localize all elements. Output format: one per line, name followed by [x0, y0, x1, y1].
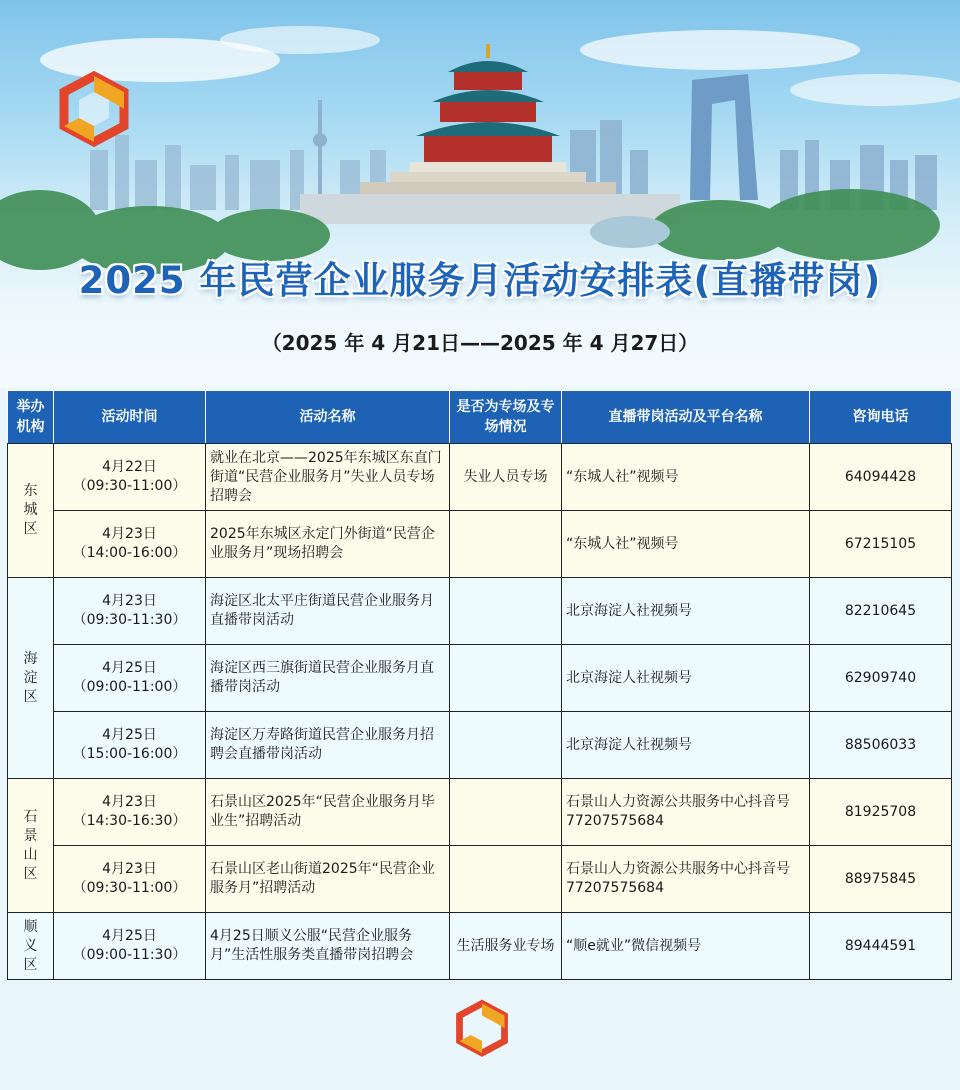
page-title: 2025 年民营企业服务月活动安排表(直播带岗): [78, 259, 882, 302]
activity-name-cell: 海淀区西三旗街道民营企业服务月直播带岗活动: [206, 645, 450, 712]
special-cell: 失业人员专场: [450, 444, 562, 511]
special-cell: [450, 846, 562, 913]
table-row: [8, 578, 952, 645]
activity-name-cell: 石景山区2025年“民营企业服务月毕业生”招聘活动: [206, 779, 450, 846]
time-cell: 4月22日 （09:30-11:00）: [54, 444, 206, 511]
time-cell: 4月25日 （15:00-16:00）: [54, 712, 206, 779]
phone-cell: 67215105: [810, 511, 952, 578]
activity-name-cell: 就业在北京——2025年东城区东直门街道“民营企业服务月”失业人员专场招聘会: [206, 444, 450, 511]
table-row: [8, 511, 952, 578]
date-range: （2025 年 4 月21日——2025 年 4 月27日）: [261, 331, 699, 355]
platform-cell: 北京海淀人社视频号: [562, 578, 810, 645]
time-cell: 4月23日 （09:30-11:30）: [54, 578, 206, 645]
column-header: 咨询电话: [810, 391, 952, 444]
table-row: [8, 444, 952, 511]
column-header: 活动时间: [54, 391, 206, 444]
platform-cell: “东城人社”视频号: [562, 511, 810, 578]
column-header: 直播带岗活动及平台名称: [562, 391, 810, 444]
column-header: 是否为专场及专场情况: [450, 391, 562, 444]
phone-cell: 89444591: [810, 913, 952, 980]
activity-name-cell: 4月25日顺义公服“民营企业服务月”生活性服务类直播带岗招聘会: [206, 913, 450, 980]
table-row: [8, 779, 952, 846]
special-cell: 生活服务业专场: [450, 913, 562, 980]
column-header: 举办机构: [8, 391, 54, 444]
platform-cell: 石景山人力资源公共服务中心抖音号77207575684: [562, 846, 810, 913]
hexagon-logo-icon: [446, 993, 518, 1065]
platform-cell: 北京海淀人社视频号: [562, 645, 810, 712]
activity-name-cell: 石景山区老山街道2025年“民营企业服务月”招聘活动: [206, 846, 450, 913]
platform-cell: 北京海淀人社视频号: [562, 712, 810, 779]
special-cell: [450, 645, 562, 712]
phone-cell: 64094428: [810, 444, 952, 511]
phone-cell: 81925708: [810, 779, 952, 846]
org-cell: 顺 义 区: [8, 913, 54, 980]
column-header: 活动名称: [206, 391, 450, 444]
org-cell: 海 淀 区: [8, 578, 54, 779]
org-cell: 东 城 区: [8, 444, 54, 578]
special-cell: [450, 578, 562, 645]
table-row: [8, 913, 952, 980]
time-cell: 4月23日 （09:30-11:00）: [54, 846, 206, 913]
platform-cell: “顺e就业”微信视频号: [562, 913, 810, 980]
phone-cell: 88975845: [810, 846, 952, 913]
table-header-row: [8, 391, 952, 444]
table-row: [8, 712, 952, 779]
phone-cell: 62909740: [810, 645, 952, 712]
hexagon-logo-icon: [46, 62, 142, 158]
phone-cell: 88506033: [810, 712, 952, 779]
time-cell: 4月25日 （09:00-11:00）: [54, 645, 206, 712]
special-cell: [450, 511, 562, 578]
org-cell: 石 景 山 区: [8, 779, 54, 913]
platform-cell: 石景山人力资源公共服务中心抖音号77207575684: [562, 779, 810, 846]
activity-name-cell: 2025年东城区永定门外街道“民营企业服务月”现场招聘会: [206, 511, 450, 578]
activity-name-cell: 海淀区北太平庄街道民营企业服务月直播带岗活动: [206, 578, 450, 645]
time-cell: 4月23日 （14:30-16:30）: [54, 779, 206, 846]
special-cell: [450, 712, 562, 779]
header-banner: [0, 0, 960, 388]
platform-cell: “东城人社”视频号: [562, 444, 810, 511]
table-row: [8, 645, 952, 712]
schedule-table: [7, 390, 952, 980]
time-cell: 4月23日 （14:00-16:00）: [54, 511, 206, 578]
activity-name-cell: 海淀区万寿路街道民营企业服务月招聘会直播带岗活动: [206, 712, 450, 779]
phone-cell: 82210645: [810, 578, 952, 645]
table-row: [8, 846, 952, 913]
special-cell: [450, 779, 562, 846]
time-cell: 4月25日 （09:00-11:30）: [54, 913, 206, 980]
